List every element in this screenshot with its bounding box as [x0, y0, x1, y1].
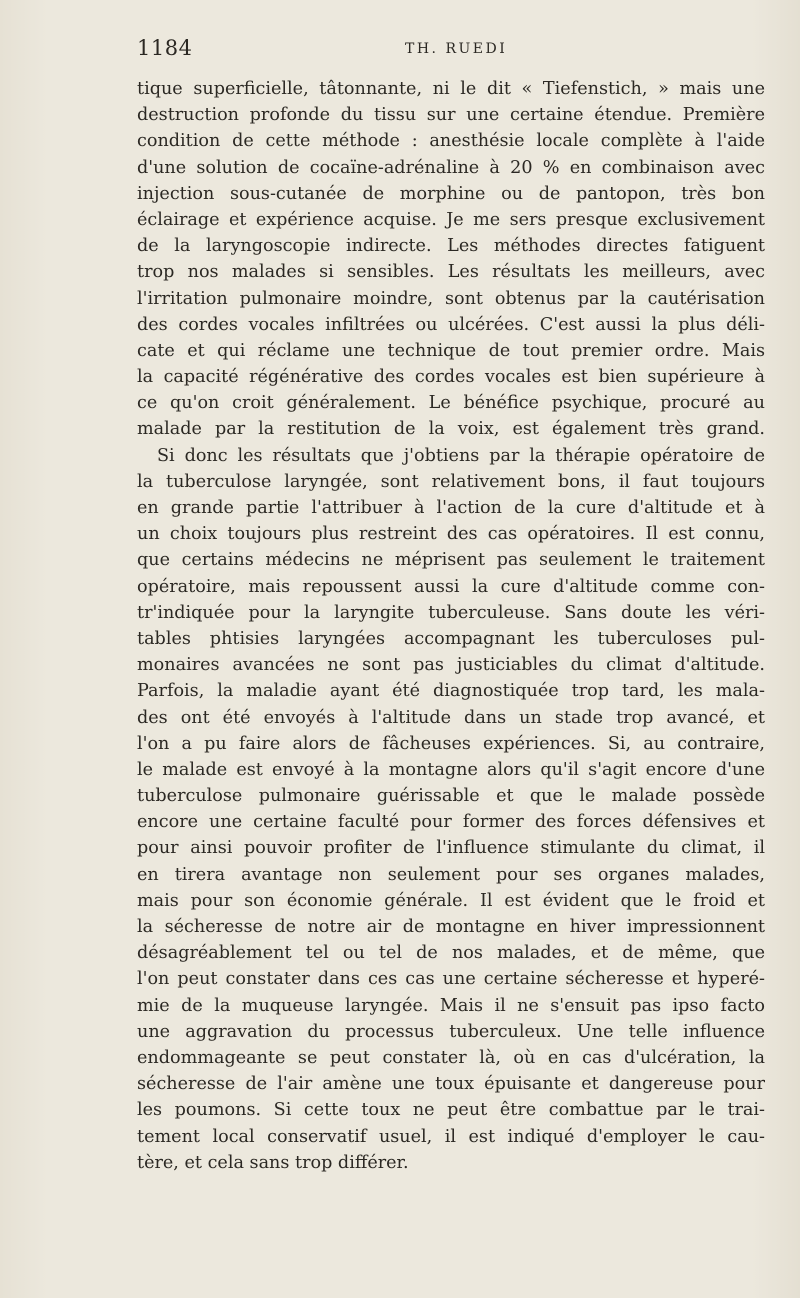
text-line: les poumons. Si cette toux ne peut être combattue par le trai- — [137, 1100, 765, 1121]
paragraph-2 — [137, 443, 765, 1176]
text-line: destruction profonde du tissu sur une certaine étendue. Première — [137, 105, 765, 126]
text-line: endommageante se peut constater là, où en cas d'ulcération, la — [137, 1047, 765, 1068]
text-line: monaires avancées ne sont pas justiciables du climat d'altitude. — [137, 655, 765, 676]
body-text — [137, 76, 765, 1176]
text-line: trop nos malades si sensibles. Les résultats les meilleurs, avec — [137, 262, 765, 283]
text-line: mais pour son économie générale. Il est évident que le froid et — [137, 890, 765, 911]
text-line: la capacité régénérative des cordes vocales est bien supérieure à — [137, 367, 765, 388]
text-line: que certains médecins ne méprisent pas seulement le traitement — [137, 550, 765, 571]
text-line: des ont été envoyés à l'altitude dans un stade trop avancé, et — [137, 707, 765, 728]
text-line: d'une solution de cocaïne-adrénaline à 20 % en combinaison avec — [137, 157, 765, 178]
text-line: éclairage et expérience acquise. Je me sers presque exclusivement — [137, 209, 765, 230]
text-line: cate et qui réclame une technique de tout premier ordre. Mais — [137, 340, 765, 361]
text-line: condition de cette méthode : anesthésie locale complète à l'aide — [137, 131, 765, 152]
running-head: TH. RUEDI — [405, 41, 508, 57]
text-line: Si donc les résultats que j'obtiens par la thérapie opératoire de — [157, 445, 765, 466]
text-line: l'on peut constater dans ces cas une certaine sécheresse et hyperé- — [137, 969, 765, 990]
text-line: une aggravation du processus tuberculeux. Une telle influence — [137, 1021, 765, 1042]
text-line: tère, et cela sans trop différer. — [137, 1152, 409, 1173]
text-line: injection sous-cutanée de morphine ou de pantopon, très bon — [137, 183, 765, 204]
text-line: le malade est envoyé à la montagne alors qu'il s'agit encore d'une — [137, 759, 765, 780]
text-line: malade par la restitution de la voix, est également très grand. — [137, 419, 765, 440]
text-line: l'on a pu faire alors de fâcheuses expériences. Si, au contraire, — [137, 733, 765, 754]
text-line: en tirera avantage non seulement pour ses organes malades, — [137, 864, 765, 885]
text-line: pour ainsi pouvoir profiter de l'influence stimulante du climat, il — [137, 838, 765, 859]
text-line: désagréablement tel ou tel de nos malades, et de même, que — [137, 943, 765, 964]
text-line: tables phtisies laryngées accompagnant les tuberculoses pul- — [137, 628, 765, 649]
text-line: la sécheresse de notre air de montagne en hiver impressionnent — [137, 917, 765, 937]
text-line: ce qu'on croit généralement. Le bénéfice psychique, procuré au — [137, 393, 765, 414]
text-line: sécheresse de l'air amène une toux épuisante et dangereuse pour — [137, 1074, 765, 1095]
text-line: l'irritation pulmonaire moindre, sont obtenus par la cautérisation — [137, 288, 765, 309]
text-line: opératoire, mais repoussent aussi la cure d'altitude comme con- — [137, 576, 765, 597]
text-line: un choix toujours plus restreint des cas opératoires. Il est connu, — [137, 524, 765, 545]
text-line: tement local conservatif usuel, il est indiqué d'employer le cau- — [137, 1126, 765, 1147]
text-line: encore une certaine faculté pour former des forces défensives et — [137, 812, 765, 833]
text-line: Parfois, la maladie ayant été diagnostiquée trop tard, les mala- — [137, 681, 765, 702]
text-line: tuberculose pulmonaire guérissable et que le malade possède — [137, 786, 765, 807]
text-line: tr'indiquée pour la laryngite tuberculeuse. Sans doute les véri- — [137, 602, 765, 623]
page-header — [137, 36, 765, 66]
page-number: 1184 — [137, 36, 193, 60]
paragraph-1 — [137, 76, 765, 443]
text-line: des cordes vocales infiltrées ou ulcérées. C'est aussi la plus déli- — [137, 314, 765, 335]
text-line: la tuberculose laryngée, sont relativement bons, il faut toujours — [137, 471, 765, 492]
text-line: de la laryngoscopie indirecte. Les méthodes directes fatiguent — [137, 236, 765, 257]
text-line: en grande partie l'attribuer à l'action de la cure d'altitude et à — [137, 498, 765, 518]
text-line: tique superficielle, tâtonnante, ni le dit « Tiefenstich, » mais une — [137, 79, 765, 99]
text-line: mie de la muqueuse laryngée. Mais il ne s'ensuit pas ipso facto — [137, 995, 765, 1016]
